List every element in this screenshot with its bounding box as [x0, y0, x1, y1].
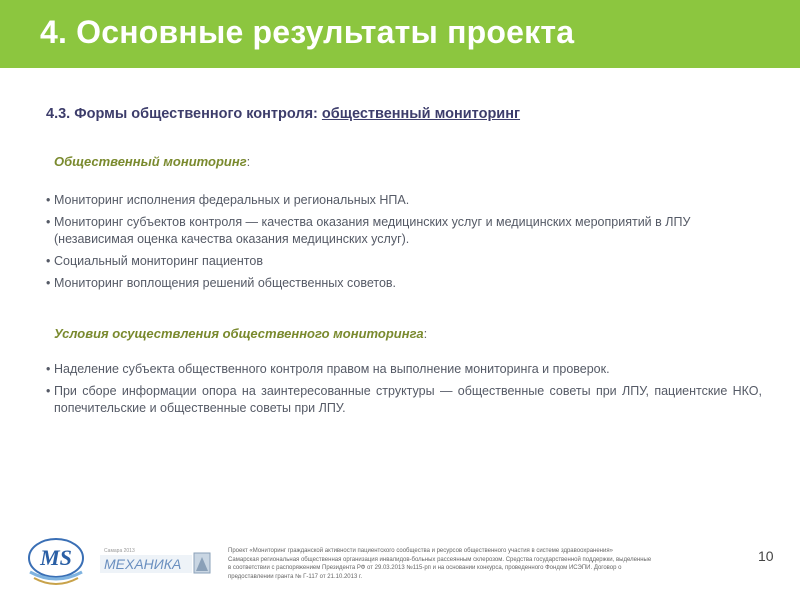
- list-item-text: Наделение субъекта общественного контроля правом на выполнение мониторинга и проверок.: [54, 362, 610, 376]
- list-item-text: Мониторинг воплощения решений общественных советов.: [54, 276, 397, 290]
- list-item: [46, 361, 762, 378]
- list-item: [46, 192, 762, 209]
- section2-heading-text: Условия осуществления общественного мониторинга: [54, 326, 424, 341]
- subtitle-link[interactable]: общественный мониторинг: [321, 106, 521, 122]
- page-title: 4. Основные результаты проекта: [40, 14, 575, 50]
- section1-list: [46, 192, 762, 297]
- section1-heading: [54, 154, 250, 169]
- section2-heading: [54, 326, 427, 341]
- list-item: [46, 214, 762, 248]
- footer-line: Проект «Мониторинг гражданской активности пациентского сообщества и ресурсов общественного участия в системе здравоохранения»: [228, 548, 613, 554]
- ms-logo-text: MS: [40, 545, 72, 570]
- mech-logo-small: Самара 2013: [104, 548, 135, 554]
- ms-logo-icon: [24, 532, 88, 588]
- page-number: 10: [758, 548, 774, 564]
- list-item: [46, 253, 762, 270]
- bullet-icon: •: [46, 215, 51, 229]
- section2-list: [46, 361, 762, 422]
- section-subtitle: [46, 106, 520, 122]
- list-item: [46, 383, 762, 417]
- footer-line: предоставлении гранта № Г-117 от 21.10.2013 г.: [228, 573, 363, 580]
- subtitle-prefix: 4.3. Формы общественного контроля:: [46, 106, 318, 122]
- bullet-icon: •: [46, 254, 51, 268]
- list-item: [46, 275, 762, 292]
- section2-heading-colon: :: [423, 326, 428, 341]
- footer-line: Самарская региональная общественная организация инвалидов-больных рассеянным склерозом. Средства государственной поддержки, выделенные: [228, 556, 652, 563]
- list-item-text: Мониторинг субъектов контроля — качества оказания медицинских услуг и медицинских мероприятий в ЛПУ (независимая оценка качества оказания медицинских услуг).: [54, 215, 691, 246]
- mechanika-logo-icon: [100, 545, 212, 575]
- footer-line: в соответствии с распоряжением Президента РФ от 29.03.2013 №115-рп и на основании конкурса, проведенного Фондом ИСЭПИ. Договор о: [228, 565, 622, 571]
- list-item-text: Мониторинг исполнения федеральных и региональных НПА.: [54, 193, 410, 207]
- footer-grant-text: [228, 547, 748, 581]
- list-item-text: При сборе информации опора на заинтересованные структуры — общественные советы при ЛПУ, пациентские НКО, попечительские и общественные советы при ЛПУ.: [54, 384, 762, 415]
- list-item-text: Социальный мониторинг пациентов: [54, 254, 263, 268]
- mech-logo-text: МЕХАНИКА: [104, 556, 182, 572]
- bullet-icon: •: [46, 362, 51, 376]
- bullet-icon: •: [46, 193, 51, 207]
- section1-heading-colon: :: [246, 154, 251, 169]
- header-bar: [0, 0, 800, 68]
- bullet-icon: •: [46, 276, 51, 290]
- bullet-icon: •: [46, 384, 51, 398]
- section1-heading-text: Общественный мониторинг: [54, 154, 247, 169]
